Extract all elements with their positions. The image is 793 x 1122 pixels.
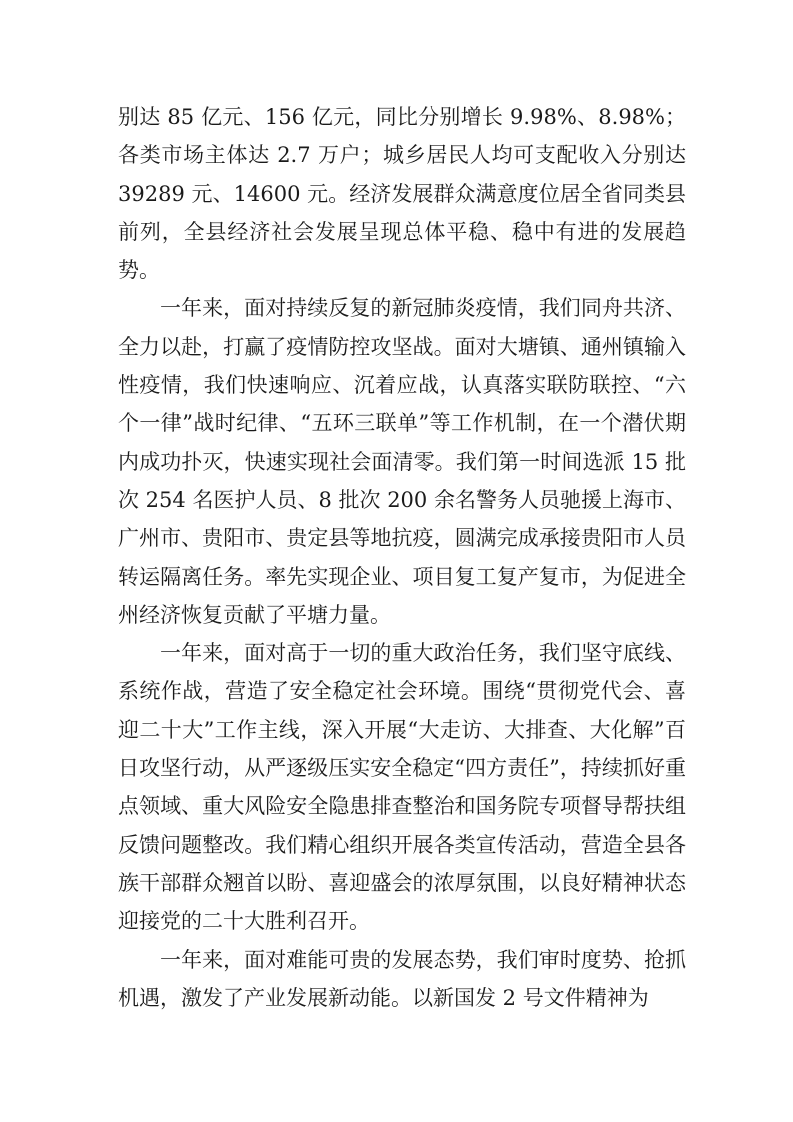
paragraph-industry-development: 一年来，面对难能可贵的发展态势，我们审时度势、抢抓机遇，激发了产业发展新动能。以新国发 2 号文件精神为 <box>118 947 686 1010</box>
paragraph-economy-summary: 别达 85 亿元、156 亿元，同比分别增长 9.98%、8.98%；各类市场主体达 2.7 万户；城乡居民人均可支配收入分别达 39289 元、14600 元。经济发展群众满意度位居全省同类县前列，全县经济社会发展呈现总体平稳、稳中有进的发展趋势。 <box>118 105 686 283</box>
paragraph-safety-stability: 一年来，面对高于一切的重大政治任务，我们坚守底线、系统作战，营造了安全稳定社会环境。围绕“贯彻党代会、喜迎二十大”工作主线，深入开展“大走访、大排查、大化解”百日攻坚行动，从严逐级压实安全稳定“四方责任”，持续抓好重点领域、重大风险安全隐患排查整治和国务院专项督导帮扶组反馈问题整改。我们精心组织开展各类宣传活动，营造全县各族干部群众翘首以盼、喜迎盛会的浓厚氛围，以良好精神状态迎接党的二十大胜利召开。 <box>118 641 686 934</box>
document-body <box>118 98 686 1017</box>
paragraph-epidemic-control: 一年来，面对持续反复的新冠肺炎疫情，我们同舟共济、全力以赴，打赢了疫情防控攻坚战。面对大塘镇、通州镇输入性疫情，我们快速响应、沉着应战，认真落实联防联控、“六个一律”战时纪律、“五环三联单”等工作机制，在一个潜伏期内成功扑灭，快速实现社会面清零。我们第一时间选派 15 批次 254 名医护人员、8 批次 200 余名警务人员驰援上海市、广州市、贵阳市、贵定县等地抗疫，圆满完成承接贵阳市人员转运隔离任务。率先实现企业、项目复工复产复市，为促进全州经济恢复贡献了平塘力量。 <box>118 296 686 627</box>
